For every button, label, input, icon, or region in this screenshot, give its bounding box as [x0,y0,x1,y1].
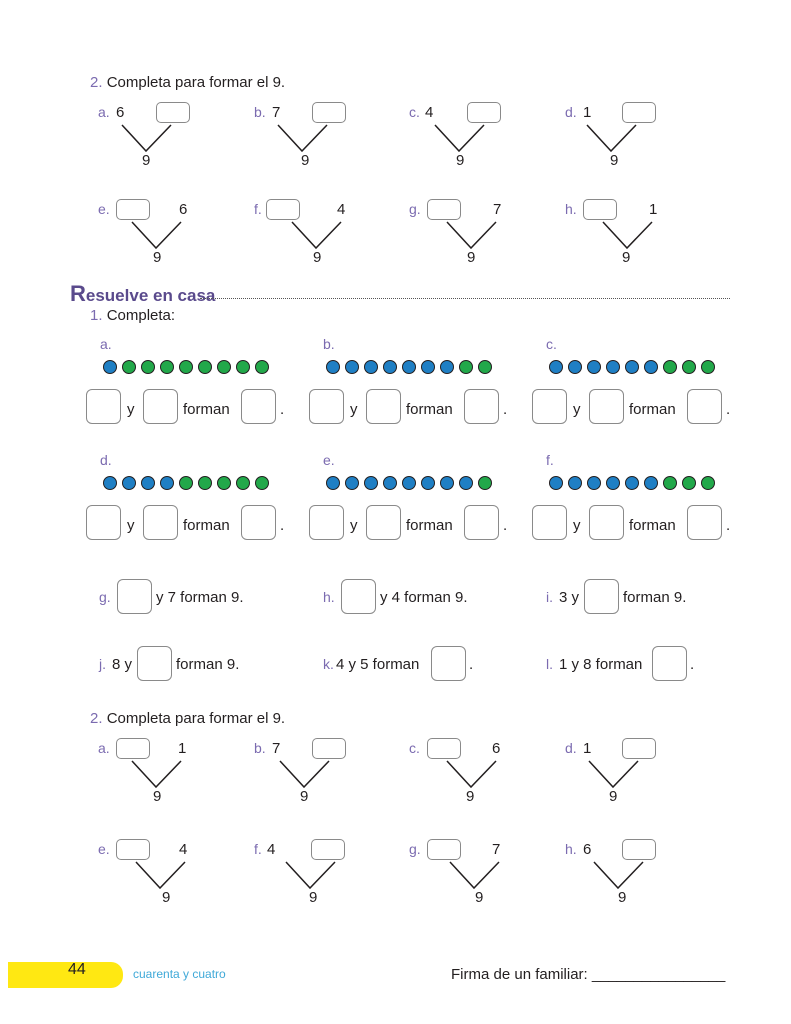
answer-box[interactable] [116,839,150,860]
answer-box[interactable] [652,646,687,681]
answer-box[interactable] [584,579,619,614]
item-label: g. [409,201,421,217]
answer-box[interactable] [116,738,150,759]
blue-bead [402,476,416,490]
green-bead [236,360,250,374]
bond-right-value: 6 [492,740,501,757]
blue-bead [587,476,601,490]
bond-lines [290,221,346,251]
answer-box[interactable] [266,199,300,220]
bond-right-value: 7 [492,841,501,858]
blue-bead [587,360,601,374]
green-bead [198,476,212,490]
answer-box[interactable] [312,102,346,123]
addend-2-box[interactable] [366,389,401,424]
number-bond-c [409,102,529,172]
sentence-i [546,579,746,615]
forman-word: forman [629,517,676,534]
bond-lines [587,760,643,790]
bond-left-value: 7 [272,740,281,757]
item-label: d. [565,740,577,756]
blue-bead [549,476,563,490]
bond-total-value: 9 [618,889,627,906]
item-label: e. [323,452,335,468]
bond-total-value: 9 [301,152,310,169]
bond-left-value: 4 [267,841,276,858]
number-bond-e [98,199,218,269]
green-bead [682,476,696,490]
addend-1-box[interactable] [532,389,567,424]
blue-bead [383,360,397,374]
sentence-text: . [469,656,474,673]
bond-total-value: 9 [610,152,619,169]
answer-box[interactable] [622,102,656,123]
addend-1-box[interactable] [309,505,344,540]
answer-box[interactable] [427,199,461,220]
sentence-text: . [690,656,695,673]
sentence-j [99,646,299,682]
blue-bead [440,476,454,490]
blue-bead [326,360,340,374]
green-bead [236,476,250,490]
bond-lines [130,760,186,790]
bond-lines [433,124,489,154]
number-bond-g [409,199,529,269]
bond-lines [585,124,641,154]
bond-total-value: 9 [309,889,318,906]
green-bead [160,360,174,374]
bond-lines [284,861,340,891]
answer-box[interactable] [467,102,501,123]
bond-left-value: 7 [272,104,281,121]
y-word: y [127,517,135,534]
sentence-text: y 4 forman 9. [380,589,468,606]
sentence-prefix: 3 y [559,589,580,606]
bond-lines [445,221,501,251]
bond-total-value: 9 [162,889,171,906]
heading-initial: R [70,281,86,306]
item-label: e. [98,841,110,857]
sentence-prefix: 8 y [112,656,133,673]
bead-row [549,476,724,492]
green-bead [255,360,269,374]
item-label: h. [323,589,335,605]
y-word: y [350,401,358,418]
bond-total-value: 9 [475,889,484,906]
sentence-g [99,579,299,615]
addend-2-box[interactable] [143,389,178,424]
addend-1-box[interactable] [532,505,567,540]
blue-bead [345,360,359,374]
question-number: 1. [90,307,103,324]
bead-exercise-c [532,336,742,432]
answer-box[interactable] [427,839,461,860]
period: . [503,517,508,534]
green-bead [663,476,677,490]
bead-row [103,360,278,376]
number-bond-a [98,102,218,172]
item-label: d. [100,452,112,468]
addend-1-box[interactable] [309,389,344,424]
forman-word: forman [183,401,230,418]
sentence-text: y 7 forman 9. [156,589,244,606]
bead-exercise-e [309,452,519,548]
bond-right-value: 7 [493,201,502,218]
bond-right-value: 1 [178,740,187,757]
green-bead [663,360,677,374]
number-bond-f [254,199,374,269]
forman-word: forman [406,517,453,534]
bead-row [549,360,724,376]
period: . [280,517,285,534]
bond-left-value: 1 [583,740,592,757]
number-bond-g-home [409,839,529,909]
signature-field [451,966,725,983]
answer-box[interactable] [116,199,150,220]
blue-bead [459,476,473,490]
blue-bead [440,360,454,374]
item-label: k. [323,656,334,672]
item-label: h. [565,201,577,217]
green-bead [179,476,193,490]
blue-bead [568,360,582,374]
question-1-title [90,307,175,324]
period: . [726,401,731,418]
sentence-l [546,646,746,682]
answer-box[interactable] [311,839,345,860]
sentence-text: forman 9. [176,656,240,673]
number-bond-h-home [565,839,685,909]
item-label: c. [409,104,420,120]
bond-total-value: 9 [609,788,618,805]
question-text: Completa para formar el 9. [106,74,286,91]
bond-left-value: 4 [425,104,434,121]
item-label: h. [565,841,577,857]
item-label: b. [254,740,266,756]
bond-total-value: 9 [466,788,475,805]
period: . [503,401,508,418]
question-text: Completa: [106,307,176,324]
y-word: y [127,401,135,418]
bond-total-value: 9 [622,249,631,266]
total-box[interactable] [687,505,722,540]
page-number-tab [8,962,123,988]
green-bead [478,476,492,490]
answer-box[interactable] [622,738,656,759]
item-label: b. [323,336,335,352]
item-label: a. [100,336,112,352]
bond-lines [448,861,504,891]
blue-bead [625,360,639,374]
green-bead [255,476,269,490]
total-box[interactable] [464,389,499,424]
answer-box[interactable] [583,199,617,220]
total-box[interactable] [464,505,499,540]
sentence-h [323,579,523,615]
item-label: g. [99,589,111,605]
bond-right-value: 1 [649,201,658,218]
number-bond-b-home [254,738,374,808]
answer-box[interactable] [137,646,172,681]
number-bond-d [565,102,685,172]
period: . [726,517,731,534]
page-number-words: cuarenta y cuatro [133,967,226,981]
green-bead [122,360,136,374]
blue-bead [383,476,397,490]
bond-left-value: 6 [116,104,125,121]
question-number: 2. [90,74,103,91]
bond-right-value: 6 [179,201,188,218]
bond-lines [130,221,186,251]
addend-2-box[interactable] [589,389,624,424]
bond-total-value: 9 [142,152,151,169]
item-label: f. [254,201,262,217]
addend-2-box[interactable] [143,505,178,540]
question-text: Completa para formar el 9. [106,710,286,727]
bond-total-value: 9 [467,249,476,266]
answer-box[interactable] [117,579,152,614]
bond-lines [276,124,332,154]
blue-bead [644,360,658,374]
forman-word: forman [629,401,676,418]
bead-exercise-b [309,336,519,432]
item-label: e. [98,201,110,217]
item-label: d. [565,104,577,120]
answer-box[interactable] [341,579,376,614]
bond-right-value: 4 [337,201,346,218]
blue-bead [606,360,620,374]
answer-box[interactable] [427,738,461,759]
blue-bead [326,476,340,490]
forman-word: forman [183,517,230,534]
blue-bead [364,476,378,490]
blue-bead [141,476,155,490]
blue-bead [421,476,435,490]
bond-lines [134,861,190,891]
signature-label: Firma de un familiar: [451,966,588,983]
bond-lines [445,760,501,790]
bond-lines [601,221,657,251]
bead-exercise-a [86,336,296,432]
number-bond-c-home [409,738,529,808]
bond-total-value: 9 [313,249,322,266]
green-bead [478,360,492,374]
bead-exercise-d [86,452,296,548]
addend-1-box[interactable] [86,389,121,424]
blue-bead [625,476,639,490]
bead-row [326,360,501,376]
green-bead [217,360,231,374]
addend-2-box[interactable] [589,505,624,540]
signature-line[interactable]: ________________ [591,966,726,983]
blue-bead [103,476,117,490]
bond-total-value: 9 [456,152,465,169]
blue-bead [103,360,117,374]
section-heading [70,281,215,307]
heading-text: esuelve en casa [85,286,216,305]
answer-box[interactable] [312,738,346,759]
y-word: y [573,517,581,534]
item-label: i. [546,589,553,605]
blue-bead [568,476,582,490]
blue-bead [160,476,174,490]
answer-box[interactable] [622,839,656,860]
forman-word: forman [406,401,453,418]
item-label: g. [409,841,421,857]
bond-total-value: 9 [300,788,309,805]
total-box[interactable] [241,389,276,424]
blue-bead [606,476,620,490]
item-label: l. [546,656,553,672]
item-label: c. [409,740,420,756]
number-bond-f-home [254,839,374,909]
green-bead [701,360,715,374]
bead-row [103,476,278,492]
green-bead [682,360,696,374]
number-bond-b [254,102,374,172]
total-box[interactable] [241,505,276,540]
y-word: y [573,401,581,418]
sentence-prefix: 4 y 5 forman [336,656,420,673]
question-2-title [90,710,285,727]
sentence-k [323,646,523,682]
blue-bead [644,476,658,490]
bond-right-value: 4 [179,841,188,858]
y-word: y [350,517,358,534]
blue-bead [364,360,378,374]
total-box[interactable] [687,389,722,424]
bond-left-value: 6 [583,841,592,858]
item-label: j. [99,656,106,672]
number-bond-a-home [98,738,218,808]
answer-box[interactable] [156,102,190,123]
item-label: c. [546,336,557,352]
blue-bead [122,476,136,490]
blue-bead [402,360,416,374]
number-bond-d-home [565,738,685,808]
sentence-prefix: 1 y 8 forman [559,656,643,673]
blue-bead [345,476,359,490]
green-bead [198,360,212,374]
green-bead [459,360,473,374]
bond-total-value: 9 [153,788,162,805]
item-label: a. [98,104,110,120]
item-label: f. [254,841,262,857]
item-label: a. [98,740,110,756]
green-bead [701,476,715,490]
heading-dotted-rule [200,298,730,299]
bead-row [326,476,501,492]
green-bead [179,360,193,374]
item-label: b. [254,104,266,120]
blue-bead [421,360,435,374]
period: . [280,401,285,418]
bead-exercise-f [532,452,742,548]
green-bead [141,360,155,374]
bond-lines [120,124,176,154]
bond-lines [592,861,648,891]
addend-2-box[interactable] [366,505,401,540]
sentence-text: forman 9. [623,589,687,606]
bond-lines [278,760,334,790]
blue-bead [549,360,563,374]
bond-total-value: 9 [153,249,162,266]
number-bond-e-home [98,839,218,909]
page-number: 44 [68,961,86,978]
answer-box[interactable] [431,646,466,681]
section-1-title [90,74,285,91]
item-label: f. [546,452,554,468]
green-bead [217,476,231,490]
addend-1-box[interactable] [86,505,121,540]
bond-left-value: 1 [583,104,592,121]
question-number: 2. [90,710,103,727]
number-bond-h [565,199,685,269]
